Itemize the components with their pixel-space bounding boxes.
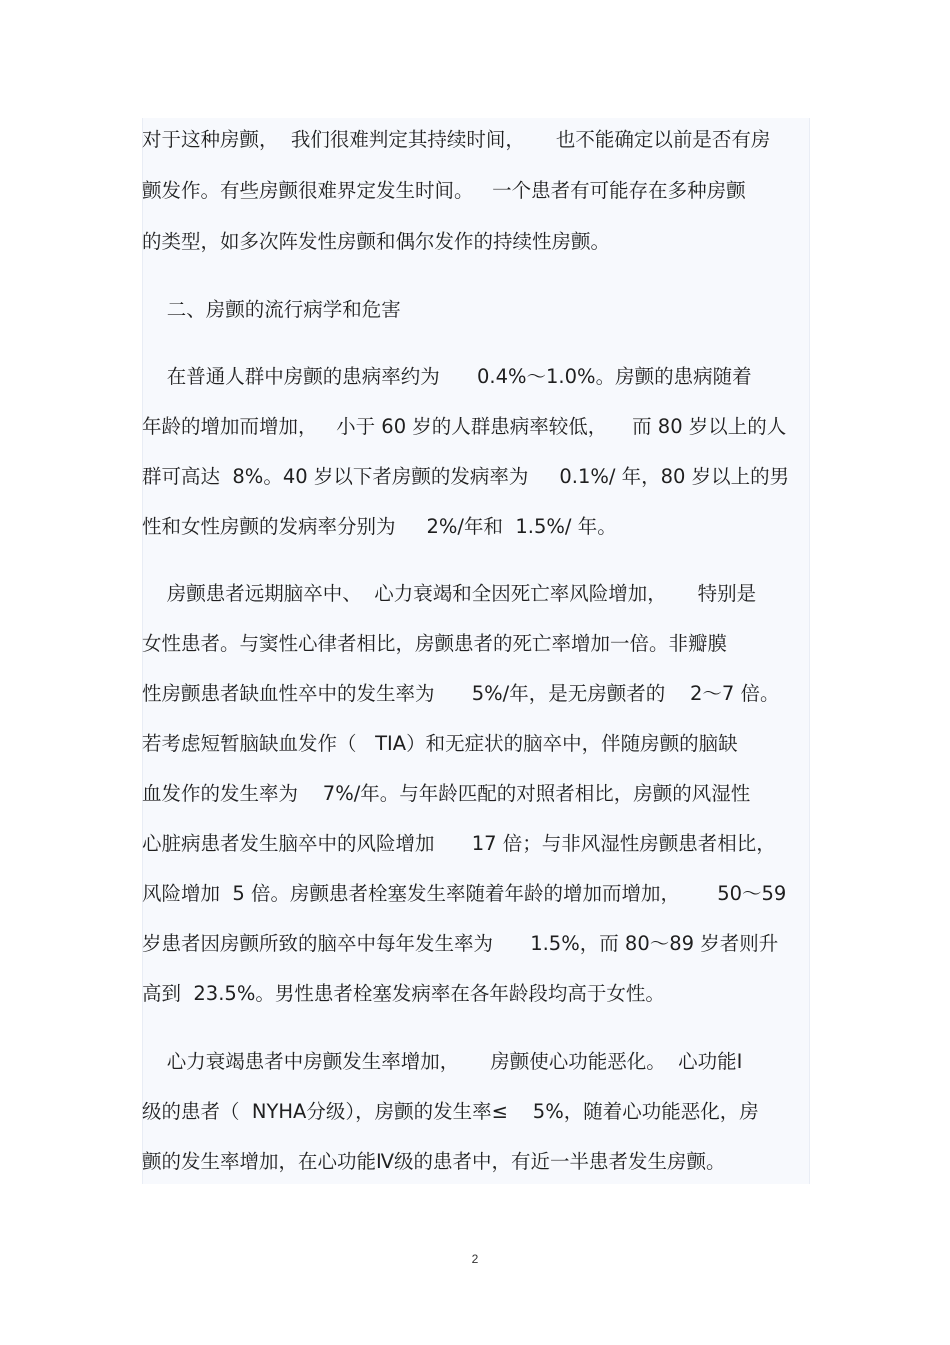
text-line: 岁患者因房颤所致的脑卒中每年发生率为 1.5%，而 80～89 岁者则升 — [142, 932, 779, 955]
text-line: 级的患者（ NYHA分级），房颤的发生率≤ 5%，随着心功能恶化，房 — [142, 1100, 759, 1123]
text-line: 的类型，如多次阵发性房颤和偶尔发作的持续性房颤。 — [142, 230, 611, 253]
text-line: 若考虑短暂脑缺血发作（ TIA）和无症状的脑卒中，伴随房颤的脑缺 — [142, 732, 738, 755]
text-line: 颤的发生率增加，在心功能Ⅳ级的患者中，有近一半患者发生房颤。 — [142, 1150, 726, 1173]
section-heading: 二、房颤的流行病学和危害 — [142, 298, 401, 321]
text-line: 年龄的增加而增加， 小于 60 岁的人群患病率较低， 而 80 岁以上的人 — [142, 415, 787, 438]
text-line: 心力衰竭患者中房颤发生率增加， 房颤使心功能恶化。 心功能Ⅰ — [142, 1050, 743, 1073]
text-line: 房颤患者远期脑卒中、 心力衰竭和全因死亡率风险增加， 特别是 — [142, 582, 757, 605]
text-line: 女性患者。与窦性心律者相比，房颤患者的死亡率增加一倍。非瓣膜 — [142, 632, 728, 655]
text-line: 血发作的发生率为 7%/年。与年龄匹配的对照者相比，房颤的风湿性 — [142, 782, 751, 805]
text-line: 风险增加 5 倍。房颤患者栓塞发生率随着年龄的增加而增加， 50～59 — [142, 882, 787, 905]
text-line: 对于这种房颤， 我们很难判定其持续时间， 也不能确定以前是否有房 — [142, 128, 771, 151]
text-line: 性和女性房颤的发病率分别为 2%/年和 1.5%/ 年。 — [142, 515, 617, 538]
text-line: 颤发作。有些房颤很难界定发生时间。 一个患者有可能存在多种房颤 — [142, 179, 746, 202]
text-line: 性房颤患者缺血性卒中的发生率为 5%/年，是无房颤者的 2～7 倍。 — [142, 682, 780, 705]
text-line: 在普通人群中房颤的患病率约为 0.4%～1.0%。房颤的患病随着 — [142, 365, 752, 388]
text-line: 高到 23.5%。男性患者栓塞发病率在各年龄段均高于女性。 — [142, 982, 665, 1005]
text-line: 群可高达 8%。40 岁以下者房颤的发病率为 0.1%/ 年，80 岁以上的男 — [142, 465, 790, 488]
page-number: 2 — [471, 1252, 479, 1266]
text-line: 心脏病患者发生脑卒中的风险增加 17 倍；与非风湿性房颤患者相比， — [142, 832, 776, 855]
